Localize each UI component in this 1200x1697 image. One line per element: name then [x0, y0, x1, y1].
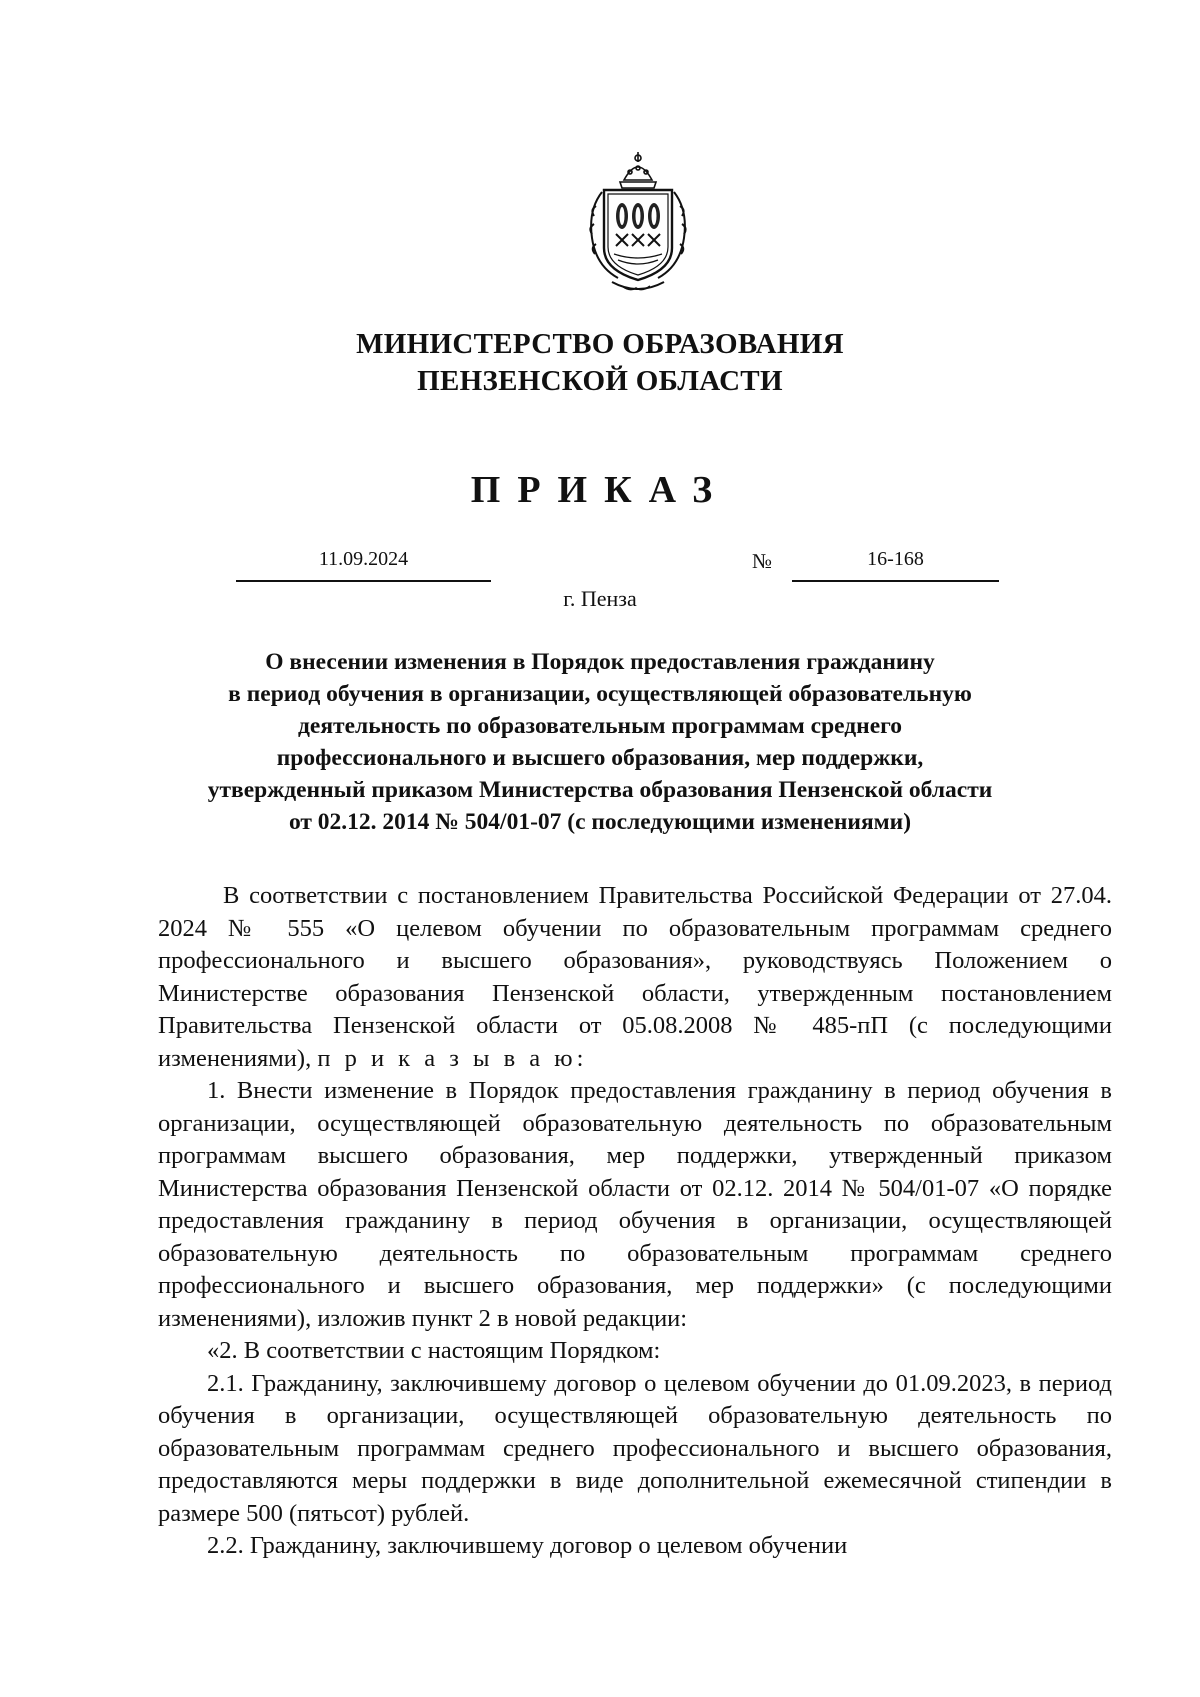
coat-of-arms-icon — [578, 150, 698, 298]
subject-line: от 02.12. 2014 № 504/01-07 (с последующими изменениями) — [288, 809, 912, 835]
order-date: 11.09.2024 — [236, 546, 491, 582]
subject-line: О внесении изменения в Порядок предоставления гражданину — [265, 649, 935, 675]
ministry-name-line2: ПЕНЗЕНСКОЙ ОБЛАСТИ — [417, 365, 783, 397]
body-paragraph-item-1: 1. Внести изменение в Порядок предоставления гражданину в период обучения в организации, осуществляющей образовательную деятельность по образовательным программам высшего образования, мер поддержки, утвержденный приказом Министерства образования Пензенской области от 02.12. 2014 № 504/01-07 «О порядке предоставления гражданину в период обучения в организации, осуществляющей образовательную деятельность по образовательным программам среднего профессионального и высшего образования, мер поддержки» (с последующими изменениями), изложив пункт 2 в новой редакции: — [158, 1077, 1112, 1332]
order-body — [158, 880, 1112, 1563]
body-paragraph-item-2-2: 2.2. Гражданину, заключившему договор о целевом обучении — [207, 1532, 848, 1559]
preamble-text: В соответствии с постановлением Правительства Российской Федерации от 27.04. 2024 № 555 «О целевом обучении по образовательным программам среднего профессионального и высшего образования», руководствуясь Положением о Министерстве образования Пензенской области, утвержденным постановлением Правительства Пензенской области от 05.08.2008 № 485-пП (с последующими изменениями), — [158, 882, 1112, 1072]
orders-phrase: п р и к а з ы в а ю: — [317, 1044, 588, 1072]
issue-city: г. Пенза — [563, 586, 637, 611]
ministry-name-line1: МИНИСТЕРСТВО ОБРАЗОВАНИЯ — [356, 328, 844, 360]
subject-line: деятельность по образовательным программам среднего — [298, 713, 902, 739]
document-type-title: ПРИКАЗ — [470, 469, 730, 511]
order-number: 16-168 — [792, 546, 999, 582]
body-paragraph-item-2-1: 2.1. Гражданину, заключившему договор о целевом обучении до 01.09.2023, в период обучения в организации, осуществляющей образовательную деятельность по образовательным программам среднего профессионального и высшего образования, предоставляются меры поддержки в виде дополнительной ежемесячной стипендии в размере 500 (пятьсот) рублей. — [158, 1369, 1112, 1527]
ministry-name — [0, 326, 1200, 400]
subject-line: в период обучения в организации, осуществляющей образовательную — [228, 681, 972, 707]
body-paragraph-preamble — [158, 880, 1112, 1075]
number-sign: № — [752, 549, 773, 573]
subject-line: утвержденный приказом Министерства образования Пензенской области — [207, 777, 993, 803]
order-subject — [140, 646, 1060, 838]
body-paragraph-item-2: «2. В соответствии с настоящим Порядком: — [207, 1337, 661, 1364]
subject-line: профессионального и высшего образования, мер поддержки, — [276, 745, 924, 771]
